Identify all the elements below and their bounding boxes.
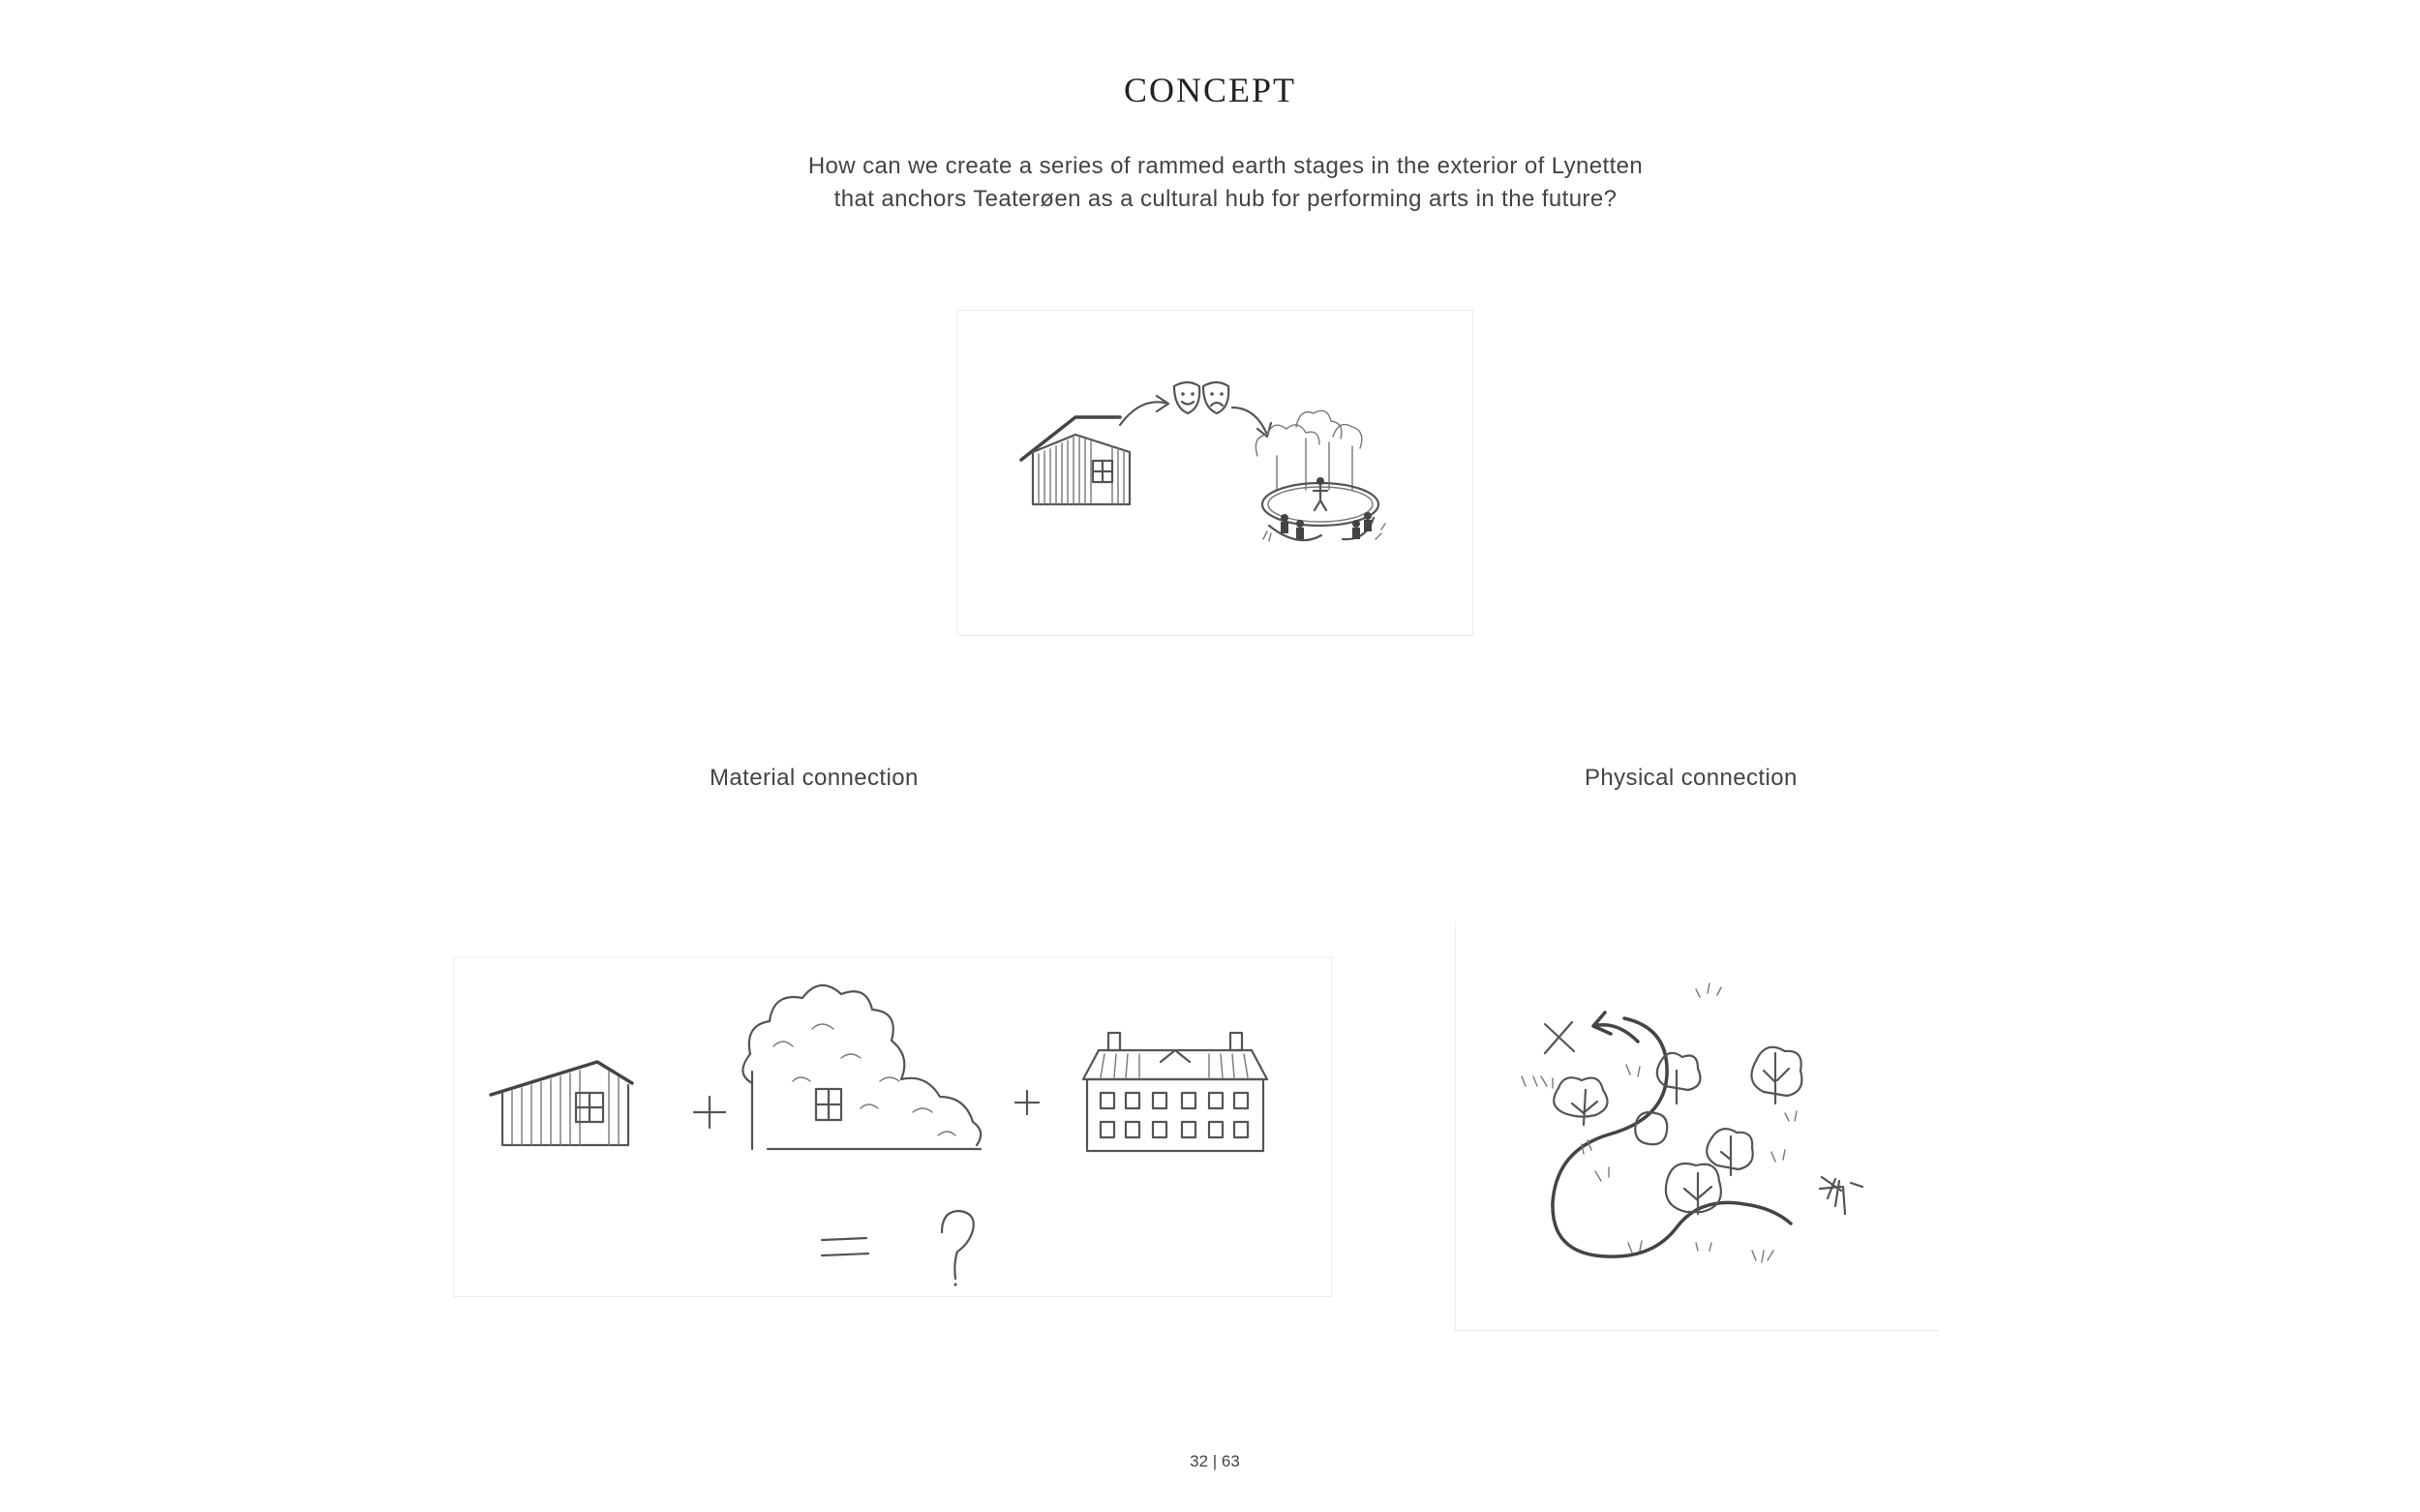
- overgrown-house-icon: [742, 985, 981, 1149]
- material-connection-sketch: [453, 956, 1332, 1297]
- shed-icon: [1021, 417, 1130, 504]
- theatre-masks-icon: [1174, 382, 1228, 413]
- plus-icon: [694, 1097, 725, 1128]
- equals-icon: [822, 1238, 868, 1255]
- manor-building-icon: [1083, 1033, 1267, 1151]
- concept-sketch: [956, 310, 1473, 636]
- physical-connection-sketch: [1455, 922, 1940, 1331]
- research-question-line-1: How can we create a series of rammed earth stages in the exterior of Lynetten: [807, 153, 1644, 179]
- page-number: 32 | 63: [1190, 1452, 1240, 1470]
- arrow-icon: [1232, 408, 1271, 437]
- winding-path-icon: [1553, 1013, 1862, 1256]
- question-mark-icon: [942, 1211, 974, 1286]
- outdoor-stage-icon: [1255, 410, 1385, 541]
- shed-icon: [491, 1062, 632, 1145]
- physical-connection-caption: Physical connection: [1585, 765, 1798, 791]
- plus-icon: [1015, 1091, 1039, 1114]
- research-question-line-2: that anchors Teaterøen as a cultural hub for performing arts in the future?: [833, 186, 1618, 212]
- trees-icon: [1522, 983, 1801, 1262]
- material-connection-caption: Material connection: [710, 765, 919, 791]
- cross-icon: [1545, 1022, 1574, 1053]
- research-question: [0, 150, 2420, 216]
- page-title: CONCEPT: [1123, 71, 1297, 109]
- arrow-icon: [1120, 396, 1168, 425]
